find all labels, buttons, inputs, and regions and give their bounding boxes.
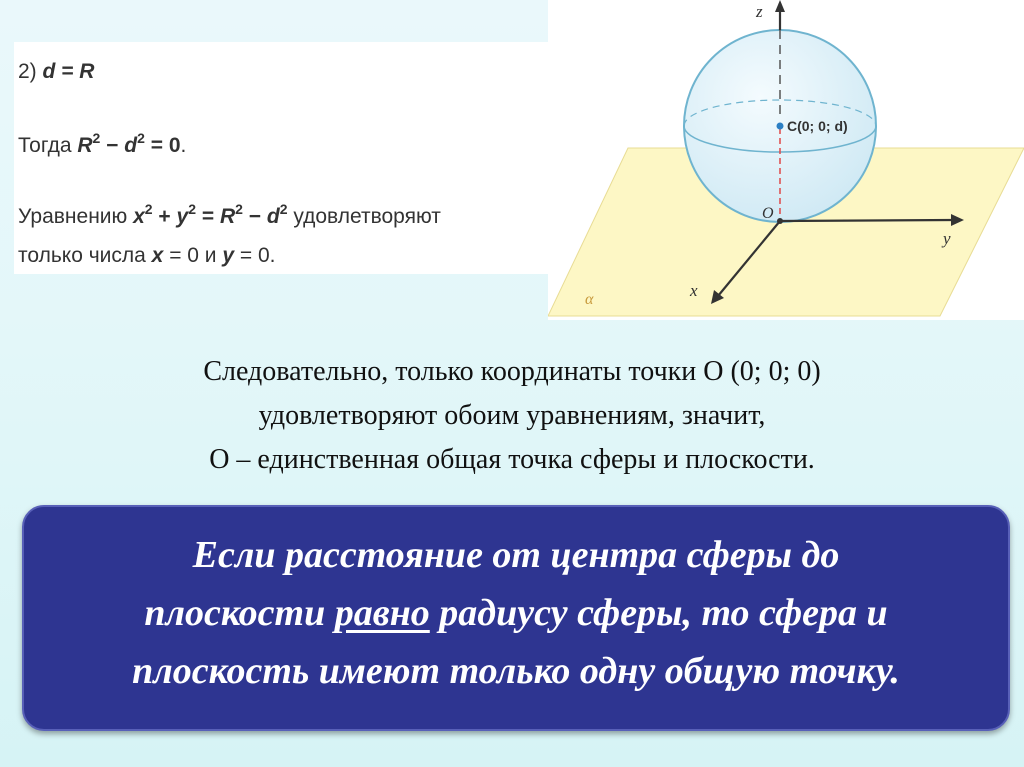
sphere-tangent-plane-figure (548, 0, 1024, 320)
theorem-line-2 (24, 591, 1008, 635)
equals-text: = 0. (234, 244, 276, 267)
operator: − (100, 134, 125, 157)
theorem-box (22, 505, 1010, 731)
satisfy-text: удовлетворяют (287, 205, 441, 228)
conclusion-line-2: удовлетворяют обоим уравнениям, значит, (258, 400, 766, 431)
only-numbers-text: только числа (18, 244, 152, 267)
var-d: d (266, 205, 280, 228)
item-number: 2) (18, 60, 43, 83)
then-text: Тогда (18, 134, 78, 157)
operator: = (196, 205, 220, 228)
exponent: 2 (279, 201, 288, 217)
equation-text: Уравнению (18, 205, 134, 228)
center-label: C(0; 0; d) (787, 118, 848, 134)
exponent: 2 (137, 130, 145, 146)
theorem-line-2-end: радиусу сферы, то сфера и (429, 592, 888, 634)
formula-line-1 (18, 60, 94, 84)
conclusion-line-1: Следовательно, только координаты точки O (0; 0; 0) (203, 356, 821, 387)
origin-label: O (762, 205, 774, 222)
operator: + (152, 205, 177, 228)
operator: − (242, 205, 267, 228)
formula-line-2 (18, 130, 187, 158)
var-x: x (133, 205, 145, 228)
formula-d-equals-r: d = R (42, 60, 95, 83)
origin-point (777, 218, 783, 224)
center-point (777, 123, 784, 130)
plane-label: α (585, 291, 594, 308)
theorem-line-2-start: плоскости (144, 592, 335, 634)
period: . (180, 134, 187, 157)
exponent: 2 (235, 201, 243, 217)
var-r: R (77, 134, 93, 157)
y-axis (780, 220, 953, 221)
formula-line-4 (18, 244, 276, 268)
var-x: x (151, 244, 164, 267)
theorem-line-3: плоскость имеют только одну общую точку. (132, 650, 900, 692)
equals-zero: = 0 (144, 134, 181, 157)
conclusion-line-3: O – единственная общая точка сферы и плоскости. (209, 444, 815, 475)
theorem-underlined-word: равно (334, 592, 430, 634)
exponent: 2 (188, 201, 197, 217)
formula-line-3 (18, 201, 441, 229)
var-y: y (222, 244, 235, 267)
theorem-line-1: Если расстояние от центра сферы до (192, 534, 840, 576)
var-d: d (124, 134, 138, 157)
var-r: R (219, 205, 236, 228)
exponent: 2 (144, 201, 153, 217)
x-axis-label: x (690, 281, 698, 300)
equals-text: = 0 и (163, 244, 223, 267)
y-axis-label: y (943, 229, 951, 248)
z-axis-label: z (756, 2, 763, 21)
exponent: 2 (92, 130, 101, 146)
figure-svg (548, 0, 1024, 320)
conclusion-text (20, 350, 1004, 482)
var-y: y (176, 205, 189, 228)
formula-box (14, 42, 562, 274)
